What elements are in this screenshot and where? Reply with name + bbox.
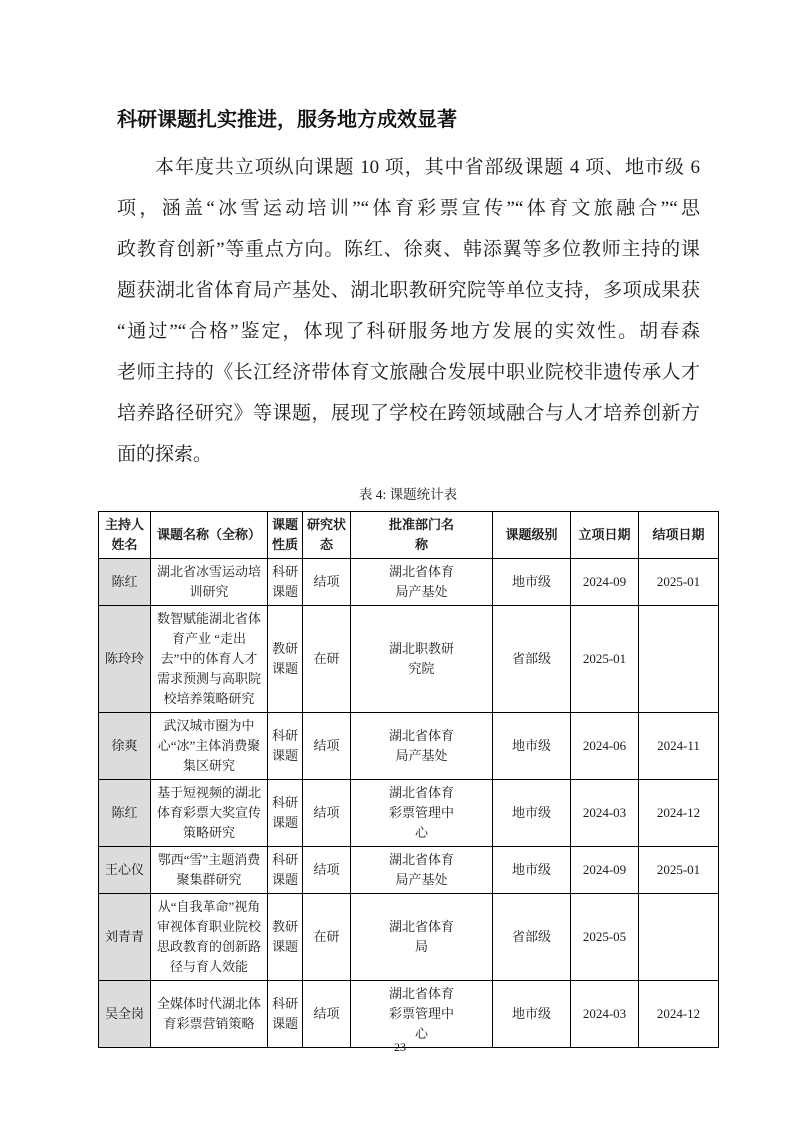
header-cell-start-date: 立项日期 bbox=[571, 512, 639, 559]
table-row bbox=[99, 981, 719, 1048]
cell-approving-dept: 湖北省体育局产基处 bbox=[351, 559, 493, 606]
cell-topic-nature: 科研课题 bbox=[268, 780, 303, 847]
table-row bbox=[99, 713, 719, 780]
cell-research-status: 在研 bbox=[303, 894, 351, 981]
cell-approving-dept: 湖北省体育彩票管理中心 bbox=[351, 780, 493, 847]
cell-host-name: 徐爽 bbox=[99, 713, 151, 780]
paragraph-line: 政教育创新”等重点方向。陈红、徐爽、韩添翼等多位教师主持的课 bbox=[117, 239, 700, 260]
cell-topic-nature: 科研课题 bbox=[268, 713, 303, 780]
cell-start-date: 2025-05 bbox=[571, 894, 639, 981]
cell-topic-nature: 教研课题 bbox=[268, 606, 303, 713]
cell-host-name: 吴全岗 bbox=[99, 981, 151, 1048]
cell-topic-nature: 科研课题 bbox=[268, 559, 303, 606]
cell-approving-dept: 湖北省体育局产基处 bbox=[351, 847, 493, 894]
cell-research-status: 结项 bbox=[303, 780, 351, 847]
header-cell-research-status: 研究状态 bbox=[303, 512, 351, 559]
cell-end-date bbox=[639, 606, 719, 713]
cell-topic-level: 地市级 bbox=[493, 780, 571, 847]
cell-end-date: 2025-01 bbox=[639, 847, 719, 894]
cell-approving-dept: 湖北职教研究院 bbox=[351, 606, 493, 713]
paragraph-line: 项，涵盖“冰雪运动培训”“体育彩票宣传”“体育文旅融合”“思 bbox=[117, 198, 700, 219]
topics-table-section bbox=[98, 485, 718, 1048]
cell-topic-level: 省部级 bbox=[493, 894, 571, 981]
cell-topic-title: 武汉城市圈为中心“冰”主体消费聚集区研究 bbox=[151, 713, 268, 780]
cell-topic-nature: 科研课题 bbox=[268, 847, 303, 894]
table-row bbox=[99, 559, 719, 606]
cell-start-date: 2024-09 bbox=[571, 559, 639, 606]
paragraph-line: 本年度共立项纵向课题 10 项，其中省部级课题 4 项、地市级 6 bbox=[155, 157, 700, 178]
header-cell-topic-title: 课题名称（全称） bbox=[151, 512, 268, 559]
cell-topic-title: 基于短视频的湖北体育彩票大奖宣传策略研究 bbox=[151, 780, 268, 847]
cell-host-name: 陈红 bbox=[99, 559, 151, 606]
cell-start-date: 2024-06 bbox=[571, 713, 639, 780]
cell-topic-title: 从“自我革命”视角审视体育职业院校思政教育的创新路径与育人效能 bbox=[151, 894, 268, 981]
header-cell-host-name: 主持人姓名 bbox=[99, 512, 151, 559]
cell-topic-level: 地市级 bbox=[493, 847, 571, 894]
body-paragraph bbox=[117, 147, 700, 475]
cell-research-status: 结项 bbox=[303, 981, 351, 1048]
table-row bbox=[99, 847, 719, 894]
header-cell-topic-nature: 课题性质 bbox=[268, 512, 303, 559]
cell-topic-level: 省部级 bbox=[493, 606, 571, 713]
cell-approving-dept: 湖北省体育局 bbox=[351, 894, 493, 981]
topics-statistics-table bbox=[98, 511, 719, 1048]
cell-start-date: 2025-01 bbox=[571, 606, 639, 713]
table-row bbox=[99, 606, 719, 713]
cell-start-date: 2024-09 bbox=[571, 847, 639, 894]
cell-topic-nature: 教研课题 bbox=[268, 894, 303, 981]
header-cell-approving-dept: 批准部门名称 bbox=[351, 512, 493, 559]
cell-topic-title: 全媒体时代湖北体育彩票营销策略 bbox=[151, 981, 268, 1048]
cell-research-status: 结项 bbox=[303, 559, 351, 606]
cell-topic-title: 鄂西“雪”主题消费聚集群研究 bbox=[151, 847, 268, 894]
section-heading: 科研课题扎实推进，服务地方成效显著 bbox=[117, 109, 457, 131]
cell-host-name: 王心仪 bbox=[99, 847, 151, 894]
paragraph-line: “通过”“合格”鉴定，体现了科研服务地方发展的实效性。胡春森 bbox=[117, 321, 700, 342]
cell-start-date: 2024-03 bbox=[571, 981, 639, 1048]
cell-host-name: 陈红 bbox=[99, 780, 151, 847]
cell-approving-dept: 湖北省体育局产基处 bbox=[351, 713, 493, 780]
paragraph-line: 题获湖北省体育局产基处、湖北职教研究院等单位支持，多项成果获 bbox=[117, 280, 700, 301]
cell-topic-level: 地市级 bbox=[493, 559, 571, 606]
cell-topic-title: 数智赋能湖北省体育产业 “走出去”中的体育人才需求预测与高职院校培养策略研究 bbox=[151, 606, 268, 713]
cell-host-name: 陈玲玲 bbox=[99, 606, 151, 713]
cell-research-status: 结项 bbox=[303, 713, 351, 780]
cell-research-status: 结项 bbox=[303, 847, 351, 894]
cell-topic-level: 地市级 bbox=[493, 713, 571, 780]
cell-topic-nature: 科研课题 bbox=[268, 981, 303, 1048]
table-row bbox=[99, 894, 719, 981]
table-caption: 表 4: 课题统计表 bbox=[358, 487, 458, 502]
table-row bbox=[99, 780, 719, 847]
paragraph-line: 面的探索。 bbox=[117, 444, 213, 465]
header-cell-topic-level: 课题级别 bbox=[493, 512, 571, 559]
paragraph-line: 老师主持的《长江经济带体育文旅融合发展中职业院校非遗传承人才 bbox=[117, 362, 700, 383]
cell-end-date: 2025-01 bbox=[639, 559, 719, 606]
page-number: 23 bbox=[394, 1040, 406, 1054]
cell-host-name: 刘青青 bbox=[99, 894, 151, 981]
cell-end-date: 2024-11 bbox=[639, 713, 719, 780]
cell-research-status: 在研 bbox=[303, 606, 351, 713]
cell-start-date: 2024-03 bbox=[571, 780, 639, 847]
cell-end-date bbox=[639, 894, 719, 981]
cell-topic-title: 湖北省冰雪运动培训研究 bbox=[151, 559, 268, 606]
cell-end-date: 2024-12 bbox=[639, 780, 719, 847]
cell-end-date: 2024-12 bbox=[639, 981, 719, 1048]
cell-approving-dept: 湖北省体育彩票管理中心 bbox=[351, 981, 493, 1048]
cell-topic-level: 地市级 bbox=[493, 981, 571, 1048]
table-header-row bbox=[99, 512, 719, 559]
header-cell-end-date: 结项日期 bbox=[639, 512, 719, 559]
paragraph-line: 培养路径研究》等课题，展现了学校在跨领域融合与人才培养创新方 bbox=[117, 403, 700, 424]
